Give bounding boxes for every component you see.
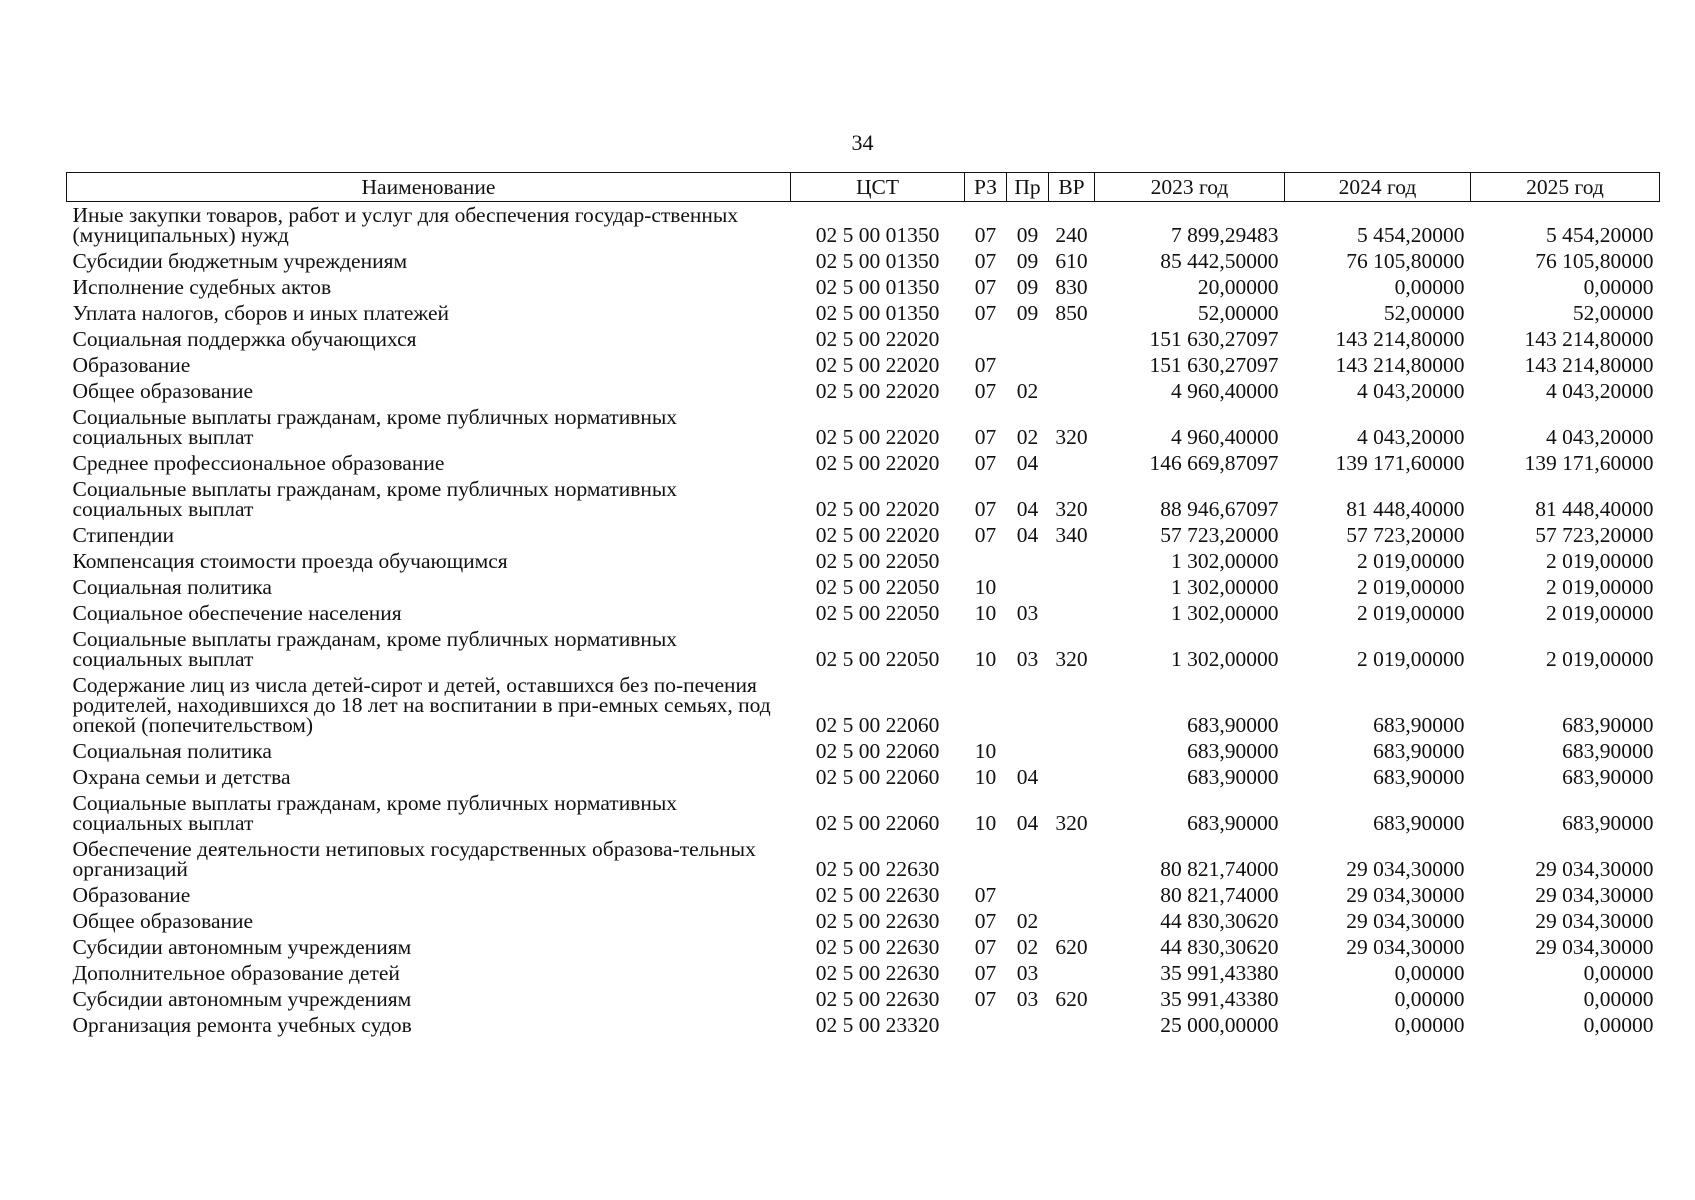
row-pr-code: 03: [1016, 961, 1039, 985]
row-pr-code: [1007, 326, 1049, 352]
row-amount-2025: 683,90000: [1562, 765, 1654, 789]
row-cst-code: 02 5 00 22020: [815, 451, 940, 475]
row-amount-2023: 4 960,40000: [1171, 379, 1279, 403]
row-amount-2025: 0,00000: [1583, 275, 1654, 299]
row-cst-code: 02 5 00 22020: [815, 523, 940, 547]
row-amount-2023: 80 821,74000: [1160, 883, 1279, 907]
row-cst-code: 02 5 00 22630: [815, 857, 940, 881]
row-pr-code: 09: [1016, 275, 1039, 299]
row-pr-code: [1007, 882, 1049, 908]
row-cst-code: 02 5 00 22060: [815, 739, 940, 763]
row-amount-2023: 88 946,67097: [1160, 497, 1279, 521]
row-rz-code: 10: [974, 765, 997, 789]
row-amount-2025: 81 448,40000: [1535, 497, 1654, 521]
row-amount-2024: 81 448,40000: [1346, 497, 1465, 521]
row-amount-2024: 683,90000: [1373, 739, 1465, 763]
row-pr-code: 03: [1016, 601, 1039, 625]
row-rz-code: 07: [974, 223, 997, 247]
row-amount-2023: 25 000,00000: [1160, 1013, 1279, 1037]
row-amount-2023: 1 302,00000: [1171, 647, 1279, 671]
row-vr-code: [1049, 908, 1095, 934]
row-rz-code: 07: [974, 523, 997, 547]
row-cst-code: 02 5 00 22020: [815, 497, 940, 521]
table-row: [67, 934, 1660, 960]
table-body: [67, 202, 1660, 1039]
row-amount-2024: 4 043,20000: [1357, 425, 1465, 449]
row-cst-code: 02 5 00 22020: [815, 327, 940, 351]
row-amount-2024: 2 019,00000: [1357, 549, 1465, 573]
row-amount-2025: 29 034,30000: [1535, 935, 1654, 959]
row-pr-code: 02: [1016, 425, 1039, 449]
row-amount-2023: 683,90000: [1187, 739, 1279, 763]
row-amount-2024: 29 034,30000: [1346, 909, 1465, 933]
row-cst-code: 02 5 00 22630: [815, 935, 940, 959]
row-pr-code: [1007, 574, 1049, 600]
row-rz-code: 10: [974, 739, 997, 763]
row-amount-2023: 80 821,74000: [1160, 857, 1279, 881]
row-name: Уплата налогов, сборов и иных платежей: [72, 301, 450, 325]
row-amount-2023: 57 723,20000: [1160, 523, 1279, 547]
table-row: [67, 1012, 1660, 1038]
row-rz-code: 07: [974, 425, 997, 449]
row-amount-2024: 683,90000: [1373, 765, 1465, 789]
row-amount-2025: 0,00000: [1583, 1013, 1654, 1037]
table-row: [67, 626, 1660, 672]
table-row: [67, 378, 1660, 404]
row-vr-code: [1049, 548, 1095, 574]
row-amount-2024: 29 034,30000: [1346, 857, 1465, 881]
row-amount-2024: 5 454,20000: [1357, 223, 1465, 247]
row-name: Социальные выплаты гражданам, кроме публичных нормативных социальных выплат: [72, 405, 678, 449]
row-rz-code: 07: [974, 883, 997, 907]
row-pr-code: 04: [1016, 451, 1039, 475]
row-amount-2024: 2 019,00000: [1357, 575, 1465, 599]
row-vr-code: 620: [1055, 935, 1088, 959]
row-amount-2023: 683,90000: [1187, 713, 1279, 737]
row-amount-2025: 139 171,60000: [1524, 451, 1654, 475]
row-cst-code: 02 5 00 01350: [815, 301, 940, 325]
row-amount-2025: 0,00000: [1583, 987, 1654, 1011]
row-cst-code: 02 5 00 22020: [815, 425, 940, 449]
budget-table: [66, 172, 1660, 1038]
row-cst-code: 02 5 00 22050: [815, 601, 940, 625]
row-name: Субсидии автономным учреждениям: [72, 935, 412, 959]
row-pr-code: [1007, 836, 1049, 882]
row-pr-code: 09: [1016, 249, 1039, 273]
row-pr-code: 04: [1016, 811, 1039, 835]
row-amount-2024: 29 034,30000: [1346, 883, 1465, 907]
row-vr-code: [1049, 882, 1095, 908]
row-amount-2023: 683,90000: [1187, 811, 1279, 835]
row-cst-code: 02 5 00 01350: [815, 223, 940, 247]
row-amount-2023: 1 302,00000: [1171, 601, 1279, 625]
row-amount-2025: 2 019,00000: [1546, 549, 1654, 573]
row-pr-code: [1007, 738, 1049, 764]
table-row: [67, 326, 1660, 352]
row-amount-2025: 683,90000: [1562, 811, 1654, 835]
header-vr: ВР: [1049, 173, 1095, 202]
row-vr-code: 830: [1055, 275, 1088, 299]
row-name: Содержание лиц из числа детей-сирот и детей, оставшихся без по-печения родителей, находившихся до 18 лет на воспитании в при-емных семьях, под опекой (попечительством): [72, 673, 771, 737]
row-amount-2024: 0,00000: [1394, 1013, 1465, 1037]
row-amount-2023: 1 302,00000: [1171, 575, 1279, 599]
row-pr-code: [1007, 352, 1049, 378]
row-pr-code: [1007, 672, 1049, 738]
row-amount-2024: 76 105,80000: [1346, 249, 1465, 273]
row-amount-2023: 44 830,30620: [1160, 909, 1279, 933]
row-pr-code: 02: [1016, 935, 1039, 959]
row-cst-code: 02 5 00 22020: [815, 353, 940, 377]
row-amount-2025: 29 034,30000: [1535, 909, 1654, 933]
row-rz-code: 07: [974, 909, 997, 933]
table-row: [67, 574, 1660, 600]
row-rz-code: 10: [974, 811, 997, 835]
row-vr-code: 320: [1055, 811, 1088, 835]
row-pr-code: 04: [1016, 523, 1039, 547]
row-amount-2025: 0,00000: [1583, 961, 1654, 985]
table-header: [67, 173, 1660, 202]
table-row: [67, 476, 1660, 522]
row-vr-code: [1049, 738, 1095, 764]
header-2025: 2025 год: [1471, 173, 1660, 202]
row-cst-code: 02 5 00 22020: [815, 379, 940, 403]
row-amount-2024: 139 171,60000: [1335, 451, 1465, 475]
row-vr-code: [1049, 378, 1095, 404]
row-name: Охрана семьи и детства: [72, 765, 291, 789]
row-amount-2023: 1 302,00000: [1171, 549, 1279, 573]
row-rz-code: 07: [974, 987, 997, 1011]
header-2023: 2023 год: [1095, 173, 1285, 202]
row-rz-code: 07: [974, 249, 997, 273]
row-amount-2023: 151 630,27097: [1149, 327, 1279, 351]
row-rz-code: [965, 1012, 1007, 1038]
row-amount-2024: 0,00000: [1394, 961, 1465, 985]
row-amount-2023: 85 442,50000: [1160, 249, 1279, 273]
header-rz: РЗ: [965, 173, 1007, 202]
row-rz-code: 07: [974, 275, 997, 299]
row-name: Социальная политика: [72, 575, 272, 599]
row-vr-code: [1049, 600, 1095, 626]
row-name: Организация ремонта учебных судов: [72, 1013, 412, 1037]
row-amount-2024: 143 214,80000: [1335, 327, 1465, 351]
row-name: Социальная политика: [72, 739, 272, 763]
row-vr-code: 240: [1055, 223, 1088, 247]
row-cst-code: 02 5 00 22050: [815, 647, 940, 671]
row-name: Иные закупки товаров, работ и услуг для обеспечения государ-ственных (муниципальных) нужд: [72, 203, 739, 247]
table-row: [67, 522, 1660, 548]
row-rz-code: [965, 326, 1007, 352]
row-amount-2025: 683,90000: [1562, 739, 1654, 763]
row-vr-code: [1049, 764, 1095, 790]
row-rz-code: 10: [974, 575, 997, 599]
row-vr-code: 340: [1055, 523, 1088, 547]
row-amount-2025: 29 034,30000: [1535, 883, 1654, 907]
row-rz-code: [965, 672, 1007, 738]
row-amount-2024: 2 019,00000: [1357, 601, 1465, 625]
row-name: Общее образование: [72, 379, 254, 403]
row-cst-code: 02 5 00 01350: [815, 249, 940, 273]
table-row: [67, 882, 1660, 908]
row-name: Общее образование: [72, 909, 254, 933]
row-rz-code: [965, 548, 1007, 574]
row-amount-2025: 4 043,20000: [1546, 425, 1654, 449]
row-vr-code: 320: [1055, 647, 1088, 671]
row-vr-code: [1049, 326, 1095, 352]
row-pr-code: 03: [1016, 647, 1039, 671]
row-vr-code: 610: [1055, 249, 1088, 273]
row-rz-code: 07: [974, 379, 997, 403]
row-cst-code: 02 5 00 23320: [815, 1013, 940, 1037]
row-cst-code: 02 5 00 22630: [815, 961, 940, 985]
row-name: Субсидии автономным учреждениям: [72, 987, 412, 1011]
row-name: Исполнение судебных актов: [72, 275, 332, 299]
row-cst-code: 02 5 00 22630: [815, 987, 940, 1011]
row-cst-code: 02 5 00 22630: [815, 909, 940, 933]
row-vr-code: [1049, 960, 1095, 986]
table-row: [67, 248, 1660, 274]
row-cst-code: 02 5 00 22630: [815, 883, 940, 907]
row-name: Образование: [72, 883, 191, 907]
row-amount-2025: 2 019,00000: [1546, 575, 1654, 599]
row-pr-code: 02: [1016, 909, 1039, 933]
header-name: Наименование: [67, 173, 791, 202]
row-pr-code: 02: [1016, 379, 1039, 403]
row-pr-code: [1007, 1012, 1049, 1038]
page-number: 34: [851, 130, 874, 155]
row-amount-2024: 52,00000: [1383, 301, 1465, 325]
table-row: [67, 764, 1660, 790]
table-row: [67, 202, 1660, 249]
row-vr-code: [1049, 574, 1095, 600]
table-row: [67, 404, 1660, 450]
row-vr-code: 320: [1055, 497, 1088, 521]
row-amount-2023: 20,00000: [1197, 275, 1279, 299]
row-cst-code: 02 5 00 22050: [815, 549, 940, 573]
row-name: Обеспечение деятельности нетиповых государственных образова-тельных организаций: [72, 837, 756, 881]
row-name: Образование: [72, 353, 191, 377]
table-row: [67, 352, 1660, 378]
row-vr-code: 320: [1055, 425, 1088, 449]
row-amount-2024: 57 723,20000: [1346, 523, 1465, 547]
row-amount-2025: 76 105,80000: [1535, 249, 1654, 273]
row-rz-code: [965, 836, 1007, 882]
row-rz-code: 10: [974, 647, 997, 671]
table-row: [67, 274, 1660, 300]
row-amount-2023: 146 669,87097: [1149, 451, 1279, 475]
row-cst-code: 02 5 00 22060: [815, 713, 940, 737]
row-name: Социальная поддержка обучающихся: [72, 327, 417, 351]
row-cst-code: 02 5 00 22060: [815, 765, 940, 789]
table-row: [67, 790, 1660, 836]
row-rz-code: 07: [974, 961, 997, 985]
row-amount-2023: 52,00000: [1197, 301, 1279, 325]
row-name: Социальное обеспечение населения: [72, 601, 402, 625]
row-vr-code: 620: [1055, 987, 1088, 1011]
row-name: Социальные выплаты гражданам, кроме публичных нормативных социальных выплат: [72, 627, 678, 671]
row-amount-2025: 5 454,20000: [1546, 223, 1654, 247]
row-vr-code: [1049, 352, 1095, 378]
row-rz-code: 07: [974, 935, 997, 959]
table-row: [67, 672, 1660, 738]
row-name: Дополнительное образование детей: [72, 961, 400, 985]
row-name: Среднее профессиональное образование: [72, 451, 445, 475]
row-amount-2023: 4 960,40000: [1171, 425, 1279, 449]
row-amount-2024: 2 019,00000: [1357, 647, 1465, 671]
row-amount-2024: 683,90000: [1373, 713, 1465, 737]
row-amount-2024: 29 034,30000: [1346, 935, 1465, 959]
row-vr-code: [1049, 836, 1095, 882]
row-amount-2025: 29 034,30000: [1535, 857, 1654, 881]
row-name: Субсидии бюджетным учреждениям: [72, 249, 408, 273]
row-amount-2024: 143 214,80000: [1335, 353, 1465, 377]
row-amount-2024: 683,90000: [1373, 811, 1465, 835]
row-vr-code: [1049, 450, 1095, 476]
table-row: [67, 300, 1660, 326]
row-amount-2025: 2 019,00000: [1546, 647, 1654, 671]
row-amount-2023: 151 630,27097: [1149, 353, 1279, 377]
table-row: [67, 738, 1660, 764]
row-amount-2023: 44 830,30620: [1160, 935, 1279, 959]
row-pr-code: 03: [1016, 987, 1039, 1011]
table-row: [67, 908, 1660, 934]
row-amount-2023: 683,90000: [1187, 765, 1279, 789]
row-amount-2024: 4 043,20000: [1357, 379, 1465, 403]
header-2024: 2024 год: [1285, 173, 1471, 202]
row-amount-2025: 57 723,20000: [1535, 523, 1654, 547]
table-row: [67, 960, 1660, 986]
row-rz-code: 10: [974, 601, 997, 625]
row-amount-2025: 2 019,00000: [1546, 601, 1654, 625]
row-name: Стипендии: [72, 523, 174, 547]
table-row: [67, 450, 1660, 476]
row-rz-code: 07: [974, 497, 997, 521]
table-row: [67, 836, 1660, 882]
row-cst-code: 02 5 00 22050: [815, 575, 940, 599]
row-amount-2023: 35 991,43380: [1160, 961, 1279, 985]
row-pr-code: 04: [1016, 497, 1039, 521]
row-amount-2023: 7 899,29483: [1171, 223, 1279, 247]
row-vr-code: [1049, 1012, 1095, 1038]
row-amount-2025: 143 214,80000: [1524, 353, 1654, 377]
row-amount-2025: 52,00000: [1572, 301, 1654, 325]
row-name: Компенсация стоимости проезда обучающимся: [72, 549, 508, 573]
row-rz-code: 07: [974, 451, 997, 475]
row-pr-code: 09: [1016, 223, 1039, 247]
row-amount-2025: 143 214,80000: [1524, 327, 1654, 351]
table-row: [67, 548, 1660, 574]
row-amount-2024: 0,00000: [1394, 987, 1465, 1011]
row-name: Социальные выплаты гражданам, кроме публичных нормативных социальных выплат: [72, 791, 678, 835]
row-amount-2023: 35 991,43380: [1160, 987, 1279, 1011]
row-rz-code: 07: [974, 353, 997, 377]
row-cst-code: 02 5 00 22060: [815, 811, 940, 835]
row-vr-code: [1049, 672, 1095, 738]
row-pr-code: 09: [1016, 301, 1039, 325]
row-pr-code: [1007, 548, 1049, 574]
header-cst: ЦСТ: [791, 173, 965, 202]
table-row: [67, 986, 1660, 1012]
row-pr-code: 04: [1016, 765, 1039, 789]
row-amount-2024: 0,00000: [1394, 275, 1465, 299]
row-cst-code: 02 5 00 01350: [815, 275, 940, 299]
row-rz-code: 07: [974, 301, 997, 325]
row-vr-code: 850: [1055, 301, 1088, 325]
header-pr: Пр: [1007, 173, 1049, 202]
row-amount-2025: 4 043,20000: [1546, 379, 1654, 403]
row-amount-2025: 683,90000: [1562, 713, 1654, 737]
table-row: [67, 600, 1660, 626]
row-name: Социальные выплаты гражданам, кроме публичных нормативных социальных выплат: [72, 477, 678, 521]
